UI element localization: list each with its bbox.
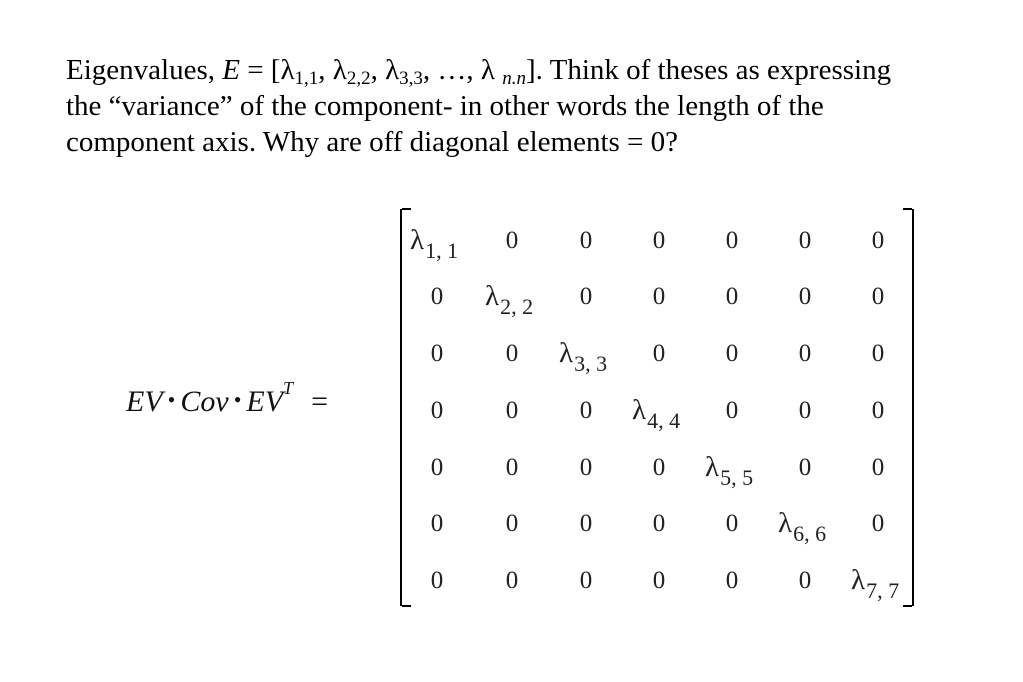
matrix-zero-entry: 0 (798, 397, 812, 424)
dot-operator: • (233, 387, 242, 412)
equation-lhs (126, 378, 328, 419)
matrix-zero-entry: 0 (652, 227, 666, 254)
matrix-zero-entry: 0 (579, 510, 593, 537)
matrix-zero-entry: 0 (652, 510, 666, 537)
matrix-zero-entry: 0 (798, 454, 812, 481)
matrix-zero-entry: 0 (798, 283, 812, 310)
paragraph-line-2: the “variance” of the component- in other words the length of the (66, 90, 824, 122)
matrix-zero-entry: 0 (871, 227, 885, 254)
ev-transpose-term: EV (246, 385, 284, 418)
matrix-zero-entry: 0 (652, 454, 666, 481)
dot-operator: • (167, 387, 176, 412)
matrix-zero-entry: 0 (505, 454, 519, 481)
matrix-zero-entry: 0 (725, 340, 739, 367)
paragraph-line-1: Eigenvalues, $E = [\lambda_{1,1}$, $\lambda_{2,2}$, $\lambda_{3,3}$, …, λ $_{n.n}$]. Think of theses as expressing (66, 54, 892, 89)
matrix-diagonal-lambda: $\lambda_{1, 1}$ (410, 224, 459, 263)
matrix-zero-entry: 0 (579, 567, 593, 594)
matrix-zero-entry: 0 (430, 340, 444, 367)
matrix-zero-entry: 0 (725, 510, 739, 537)
matrix-zero-entry: 0 (871, 283, 885, 310)
matrix-zero-entry: 0 (505, 567, 519, 594)
lambda-index: 3, 3 (574, 351, 608, 376)
matrix-zero-entry: 0 (430, 283, 444, 310)
lambda-index: 2, 2 (500, 294, 534, 319)
matrix-zero-entry: 0 (725, 567, 739, 594)
matrix-diagonal-lambda: $\lambda_{7, 7}$ (851, 564, 900, 603)
lambda-index: 7, 7 (866, 578, 900, 603)
bracket-corner (903, 605, 912, 607)
matrix-zero-entry: 0 (430, 567, 444, 594)
cov-term: Cov (180, 385, 229, 418)
eigenvalue-matrix (400, 209, 914, 606)
transpose-superscript: T (283, 378, 294, 398)
matrix-zero-entry: 0 (798, 227, 812, 254)
matrix-zero-entry: 0 (430, 510, 444, 537)
matrix-diagonal-lambda: $\lambda_{2, 2}$ (485, 280, 534, 319)
matrix-zero-entry: 0 (871, 340, 885, 367)
matrix-zero-entry: 0 (871, 510, 885, 537)
matrix-zero-entry: 0 (430, 397, 444, 424)
bracket-corner (402, 605, 411, 607)
bracket-corner (402, 208, 411, 210)
matrix-zero-entry: 0 (798, 340, 812, 367)
description-paragraph (66, 52, 966, 160)
matrix-diagonal-lambda: $\lambda_{5, 5}$ (705, 451, 754, 490)
bracket-corner (903, 208, 912, 210)
ev-term: EV (126, 385, 163, 418)
matrix-zero-entry: 0 (652, 283, 666, 310)
matrix-zero-entry: 0 (579, 227, 593, 254)
matrix-zero-entry: 0 (505, 227, 519, 254)
matrix-zero-entry: 0 (505, 340, 519, 367)
matrix-diagonal-lambda: $\lambda_{6, 6}$ (778, 507, 827, 546)
matrix-zero-entry: 0 (505, 397, 519, 424)
paragraph-line-3: component axis. Why are off diagonal elements = 0? (66, 126, 679, 158)
matrix-zero-entry: 0 (871, 397, 885, 424)
matrix-zero-entry: 0 (579, 397, 593, 424)
matrix-zero-entry: 0 (505, 510, 519, 537)
matrix-diagonal-lambda: $\lambda_{3, 3}$ (559, 337, 608, 376)
lambda-index: 6, 6 (793, 521, 827, 546)
lambda-index: 5, 5 (720, 465, 754, 490)
matrix-zero-entry: 0 (725, 397, 739, 424)
equals-sign: = (311, 385, 328, 418)
matrix-zero-entry: 0 (430, 454, 444, 481)
matrix-diagonal-lambda: $\lambda_{4, 4}$ (632, 394, 681, 433)
lambda-index: 1, 1 (425, 238, 459, 263)
matrix-zero-entry: 0 (725, 227, 739, 254)
matrix-zero-entry: 0 (652, 340, 666, 367)
matrix-zero-entry: 0 (579, 283, 593, 310)
matrix-zero-entry: 0 (871, 454, 885, 481)
matrix-zero-entry: 0 (725, 283, 739, 310)
matrix-zero-entry: 0 (798, 567, 812, 594)
lambda-index: 4, 4 (647, 408, 681, 433)
matrix-zero-entry: 0 (652, 567, 666, 594)
matrix-zero-entry: 0 (579, 454, 593, 481)
